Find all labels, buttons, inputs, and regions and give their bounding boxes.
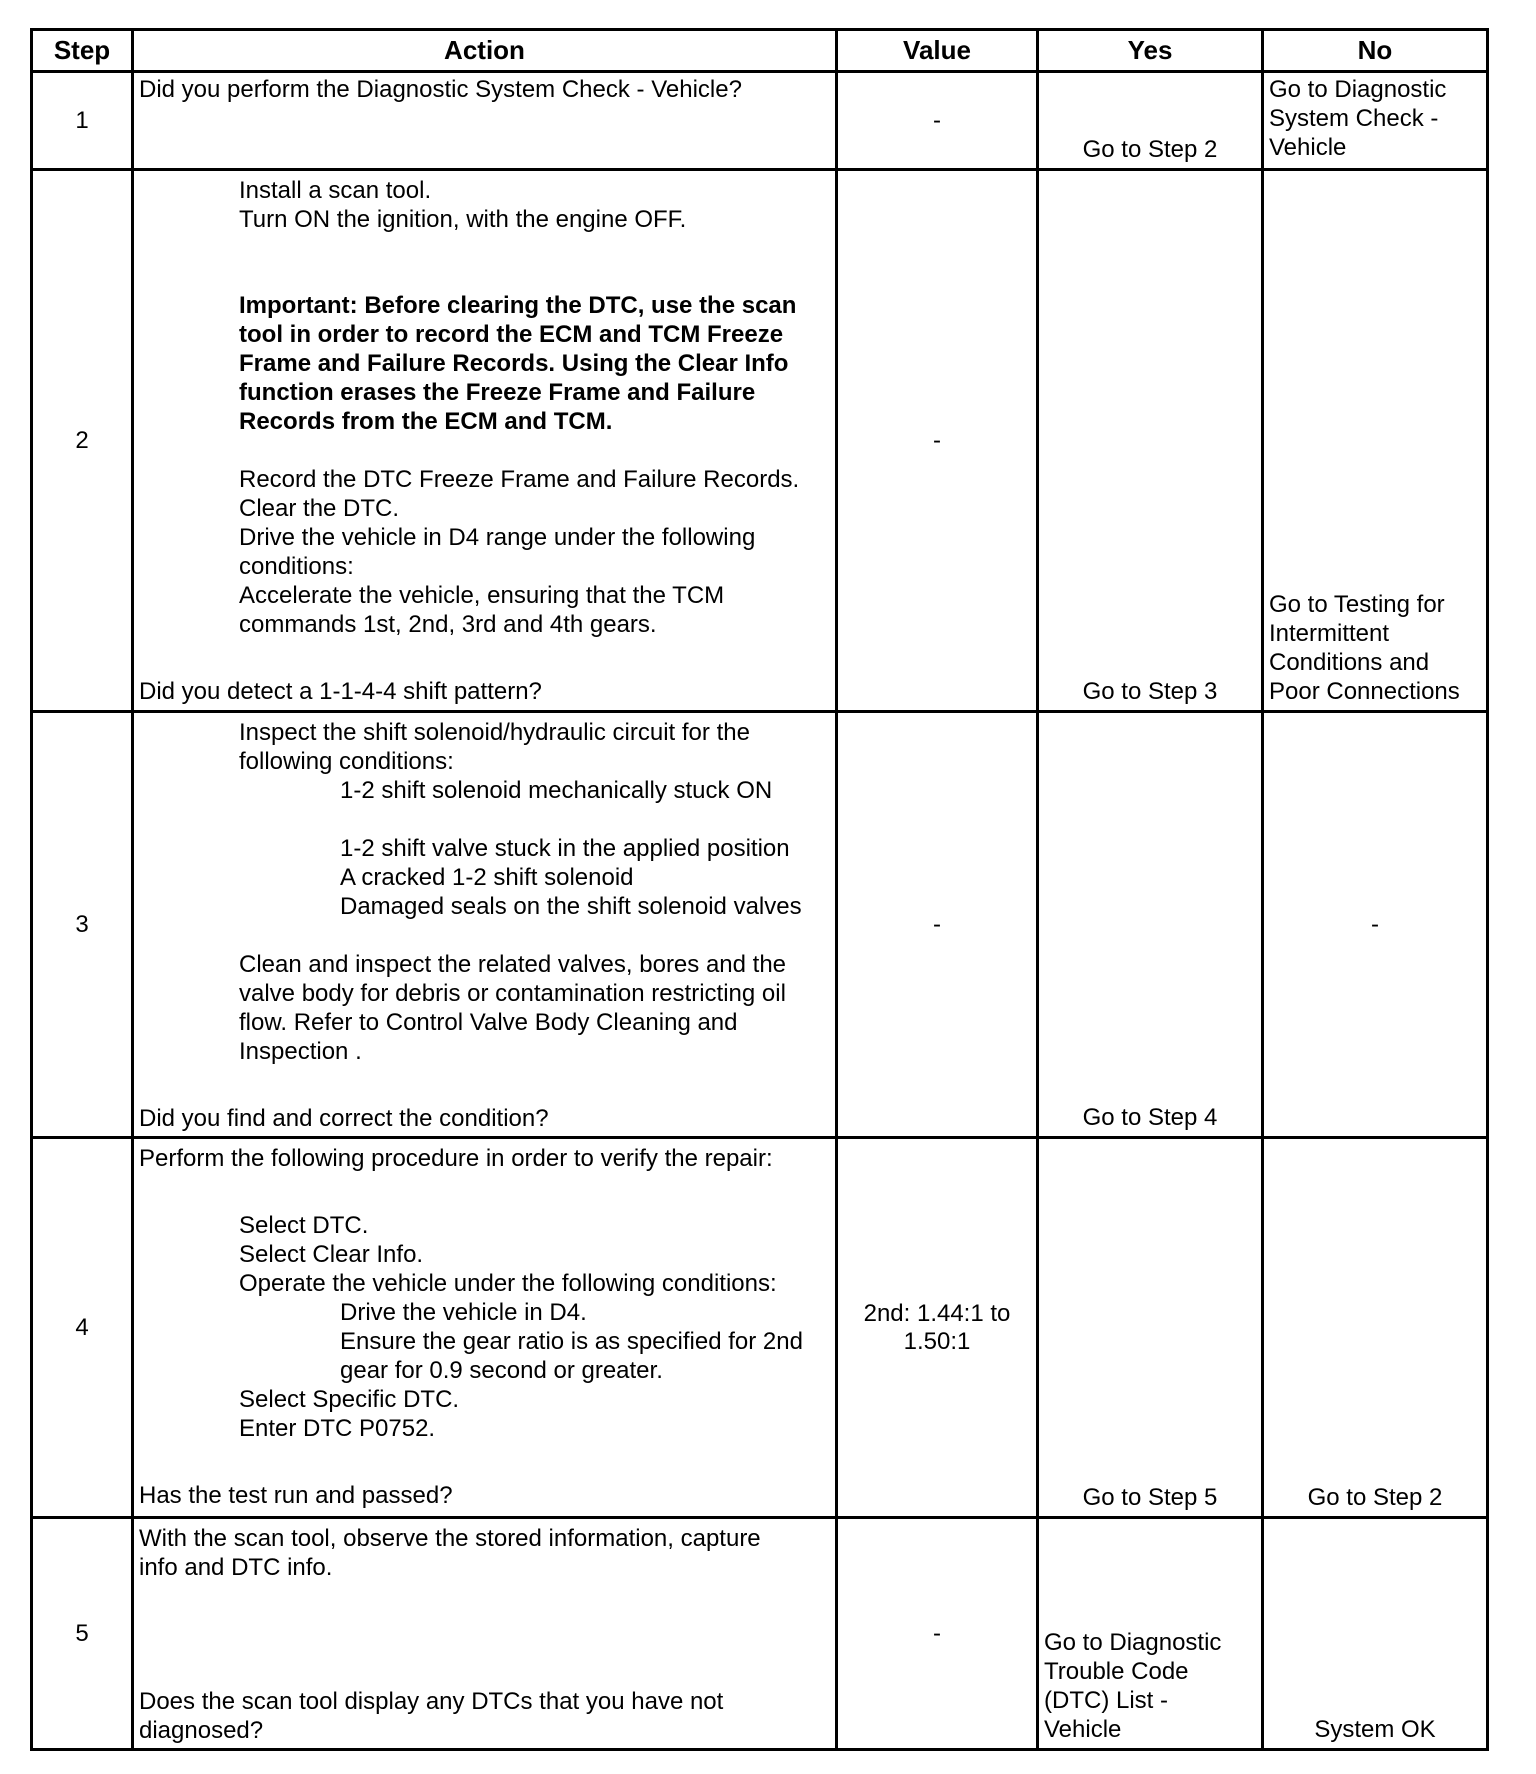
value-cell: - bbox=[837, 712, 1038, 1138]
header-action: Action bbox=[133, 30, 837, 72]
no-text bbox=[1269, 590, 1481, 706]
action-line: Operate the vehicle under the following conditions: bbox=[239, 1270, 777, 1297]
no-cell bbox=[1263, 170, 1488, 712]
action-line: Accelerate the vehicle, ensuring that the TCM bbox=[239, 582, 725, 609]
no-cell bbox=[1263, 72, 1488, 170]
no-line: Poor Connections bbox=[1269, 678, 1460, 705]
action-line: With the scan tool, observe the stored information, capture bbox=[139, 1525, 761, 1552]
condition-line: Ensure the gear ratio is as specified for 2nd bbox=[340, 1328, 803, 1355]
header-step: Step bbox=[32, 30, 133, 72]
value-cell: - bbox=[837, 1518, 1038, 1750]
header-row bbox=[32, 30, 1488, 72]
yes-line: Go to Step 4 bbox=[1082, 1104, 1218, 1131]
value-cell: - bbox=[837, 170, 1038, 712]
step-number: 5 bbox=[32, 1518, 133, 1750]
no-text bbox=[1269, 75, 1481, 162]
diagnostic-table bbox=[30, 28, 1489, 1751]
action-line: Perform the following procedure in order to verify the repair: bbox=[139, 1145, 773, 1172]
important-note-line: Important: Before clearing the DTC, use the scan bbox=[239, 292, 797, 319]
action-line: Turn ON the ignition, with the engine OFF. bbox=[239, 206, 687, 233]
step-number: 4 bbox=[32, 1138, 133, 1518]
action-line: valve body for debris or contamination restricting oil bbox=[239, 980, 786, 1007]
condition-line: 1-2 shift solenoid mechanically stuck ON bbox=[340, 777, 773, 804]
action-line: Clean and inspect the related valves, bores and the bbox=[239, 951, 787, 978]
important-note-line: Records from the ECM and TCM. bbox=[239, 408, 613, 435]
step-number: 2 bbox=[32, 170, 133, 712]
action-line: Drive the vehicle in D4 range under the following bbox=[239, 524, 756, 551]
yes-line: (DTC) List - bbox=[1044, 1687, 1168, 1714]
no-line: Go to Step 2 bbox=[1307, 1484, 1443, 1511]
action-line: Select Clear Info. bbox=[239, 1241, 424, 1268]
action-line: Install a scan tool. bbox=[239, 177, 432, 204]
yes-line: Go to Step 3 bbox=[1082, 678, 1218, 705]
no-line: Vehicle bbox=[1269, 134, 1347, 161]
no-line: Intermittent bbox=[1269, 620, 1390, 647]
step-row-4 bbox=[32, 1138, 1488, 1518]
no-line: Go to Testing for bbox=[1269, 591, 1445, 618]
important-note-line: tool in order to record the ECM and TCM Freeze bbox=[239, 321, 784, 348]
no-cell bbox=[1263, 1138, 1488, 1518]
no-line: Go to Diagnostic bbox=[1269, 76, 1447, 103]
action-line: conditions: bbox=[239, 553, 354, 580]
no-cell bbox=[1263, 1518, 1488, 1750]
step-row-3 bbox=[32, 712, 1488, 1138]
important-note-line: function erases the Freeze Frame and Failure bbox=[239, 379, 756, 406]
action-question: Has the test run and passed? bbox=[139, 1482, 453, 1509]
condition-line: gear for 0.9 second or greater. bbox=[340, 1357, 663, 1384]
action-question: diagnosed? bbox=[139, 1717, 264, 1744]
condition-line: Damaged seals on the shift solenoid valves bbox=[340, 893, 802, 920]
value-cell bbox=[837, 1138, 1038, 1518]
value-line: 1.50:1 bbox=[903, 1327, 971, 1355]
action-line: info and DTC info. bbox=[139, 1554, 333, 1581]
important-note-line: Frame and Failure Records. Using the Clear Info bbox=[239, 350, 789, 377]
header-yes: Yes bbox=[1038, 30, 1263, 72]
no-cell: - bbox=[1263, 712, 1488, 1138]
action-line: Record the DTC Freeze Frame and Failure Records. bbox=[239, 466, 800, 493]
action-cell bbox=[133, 72, 837, 170]
action-cell bbox=[133, 1138, 837, 1518]
value-line: 2nd: 1.44:1 to bbox=[863, 1299, 1011, 1327]
yes-cell bbox=[1038, 170, 1263, 712]
yes-line: Go to Step 5 bbox=[1082, 1484, 1218, 1511]
action-line: Enter DTC P0752. bbox=[239, 1415, 436, 1442]
no-line: System Check - bbox=[1269, 105, 1439, 132]
yes-line: Go to Step 2 bbox=[1082, 136, 1218, 163]
yes-cell bbox=[1038, 72, 1263, 170]
action-line: Inspect the shift solenoid/hydraulic circuit for the bbox=[239, 719, 750, 746]
action-cell bbox=[133, 712, 837, 1138]
action-line: flow. Refer to Control Valve Body Cleaning and bbox=[239, 1009, 738, 1036]
no-line: System OK bbox=[1314, 1716, 1436, 1743]
action-line: commands 1st, 2nd, 3rd and 4th gears. bbox=[239, 611, 657, 638]
header-no: No bbox=[1263, 30, 1488, 72]
action-question: Does the scan tool display any DTCs that you have not bbox=[139, 1688, 724, 1715]
action-line: following conditions: bbox=[239, 748, 454, 775]
header-value: Value bbox=[837, 30, 1038, 72]
step-number: 3 bbox=[32, 712, 133, 1138]
step-row-2 bbox=[32, 170, 1488, 712]
yes-line: Trouble Code bbox=[1044, 1658, 1189, 1685]
action-line: Select Specific DTC. bbox=[239, 1386, 460, 1413]
step-row-5 bbox=[32, 1518, 1488, 1750]
yes-text bbox=[1044, 1628, 1256, 1744]
condition-line: A cracked 1-2 shift solenoid bbox=[340, 864, 634, 891]
action-line: Select DTC. bbox=[239, 1212, 369, 1239]
yes-cell bbox=[1038, 1518, 1263, 1750]
yes-cell bbox=[1038, 1138, 1263, 1518]
action-question: Did you detect a 1-1-4-4 shift pattern? bbox=[139, 678, 542, 705]
action-line: Clear the DTC. bbox=[239, 495, 400, 522]
condition-line: Drive the vehicle in D4. bbox=[340, 1299, 587, 1326]
no-line: Conditions and bbox=[1269, 649, 1430, 676]
step-row-1 bbox=[32, 72, 1488, 170]
action-line: Did you perform the Diagnostic System Check - Vehicle? bbox=[139, 76, 742, 103]
action-question: Did you find and correct the condition? bbox=[139, 1105, 549, 1132]
yes-line: Go to Diagnostic bbox=[1044, 1629, 1222, 1656]
action-cell bbox=[133, 170, 837, 712]
step-number: 1 bbox=[32, 72, 133, 170]
yes-cell bbox=[1038, 712, 1263, 1138]
value-cell: - bbox=[837, 72, 1038, 170]
action-cell bbox=[133, 1518, 837, 1750]
yes-line: Vehicle bbox=[1044, 1716, 1122, 1743]
condition-line: 1-2 shift valve stuck in the applied position bbox=[340, 835, 790, 862]
action-line: Inspection . bbox=[239, 1038, 362, 1065]
